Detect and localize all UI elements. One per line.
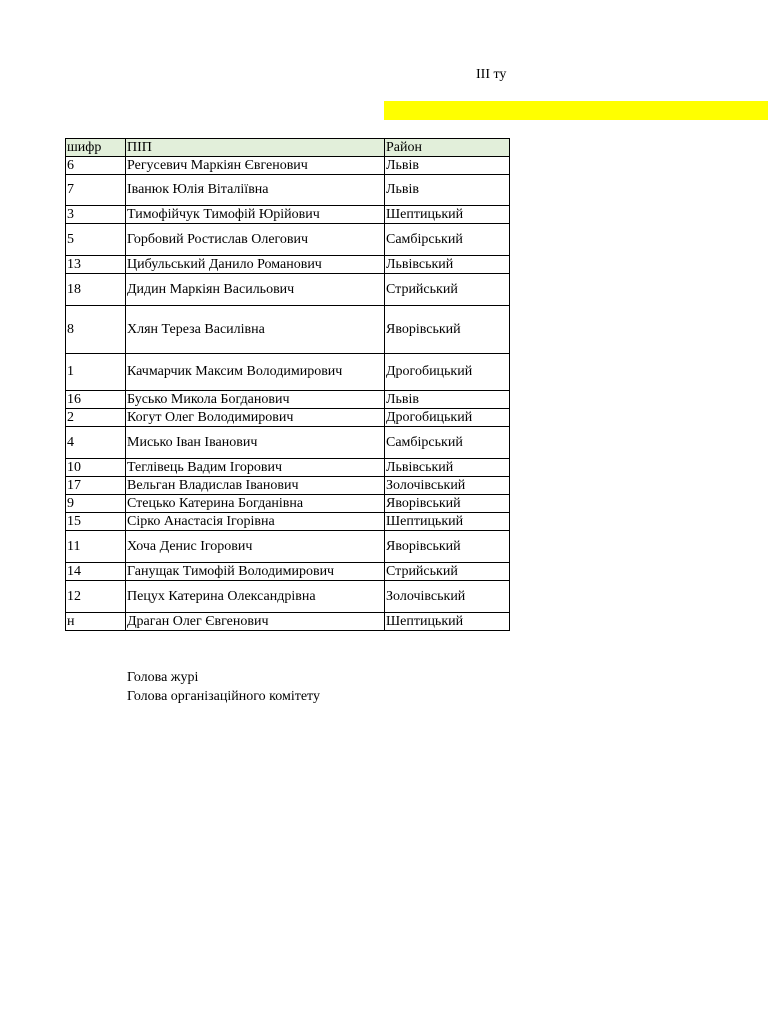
cell-code: н — [66, 613, 126, 631]
signatures-block — [127, 668, 320, 706]
cell-code: 16 — [66, 391, 126, 409]
table-row — [66, 427, 510, 459]
table-row — [66, 459, 510, 477]
cell-code: 9 — [66, 495, 126, 513]
cell-name: Сірко Анастасія Ігорівна — [126, 513, 385, 531]
cell-district: Яворівський — [385, 306, 510, 354]
table-row — [66, 409, 510, 427]
table-row — [66, 354, 510, 391]
cell-name: Ганущак Тимофій Володимирович — [126, 563, 385, 581]
cell-code: 5 — [66, 224, 126, 256]
table-row — [66, 224, 510, 256]
cell-name: Тимофійчук Тимофій Юрійович — [126, 206, 385, 224]
cell-name: Цибульський Данило Романович — [126, 256, 385, 274]
cell-code: 6 — [66, 157, 126, 175]
cell-name: Дидин Маркіян Васильович — [126, 274, 385, 306]
cell-name: Хоча Денис Ігорович — [126, 531, 385, 563]
table-row — [66, 157, 510, 175]
header-name: ПІП — [126, 139, 385, 157]
cell-code: 14 — [66, 563, 126, 581]
results-table — [65, 138, 510, 631]
cell-district: Шептицький — [385, 513, 510, 531]
table-row — [66, 175, 510, 206]
cell-code: 1 — [66, 354, 126, 391]
cell-district: Львів — [385, 157, 510, 175]
cell-name: Мисько Іван Іванович — [126, 427, 385, 459]
cell-name: Стецько Катерина Богданівна — [126, 495, 385, 513]
table-row — [66, 613, 510, 631]
table-row — [66, 256, 510, 274]
cell-district: Золочівський — [385, 581, 510, 613]
cell-name: Качмарчик Максим Володимирович — [126, 354, 385, 391]
cell-code: 18 — [66, 274, 126, 306]
cell-district: Яворівський — [385, 495, 510, 513]
cell-code: 11 — [66, 531, 126, 563]
header-district: Район — [385, 139, 510, 157]
cell-district: Самбірський — [385, 224, 510, 256]
cell-code: 7 — [66, 175, 126, 206]
table-row — [66, 531, 510, 563]
table-row — [66, 306, 510, 354]
cell-code: 13 — [66, 256, 126, 274]
table-row — [66, 581, 510, 613]
cell-district: Львів — [385, 391, 510, 409]
highlight-band — [384, 101, 768, 120]
table-row — [66, 513, 510, 531]
cell-district: Дрогобицький — [385, 409, 510, 427]
cell-name: Драган Олег Євгенович — [126, 613, 385, 631]
cell-code: 15 — [66, 513, 126, 531]
table-row — [66, 563, 510, 581]
document-title: III ту — [476, 67, 507, 82]
cell-district: Львівський — [385, 459, 510, 477]
table-row — [66, 477, 510, 495]
cell-code: 12 — [66, 581, 126, 613]
cell-district: Львівський — [385, 256, 510, 274]
cell-code: 10 — [66, 459, 126, 477]
cell-district: Золочівський — [385, 477, 510, 495]
table-row — [66, 206, 510, 224]
cell-name: Пецух Катерина Олександрівна — [126, 581, 385, 613]
cell-code: 17 — [66, 477, 126, 495]
table-header-row — [66, 139, 510, 157]
cell-code: 2 — [66, 409, 126, 427]
cell-district: Шептицький — [385, 206, 510, 224]
cell-code: 3 — [66, 206, 126, 224]
cell-district: Шептицький — [385, 613, 510, 631]
table-row — [66, 391, 510, 409]
cell-code: 8 — [66, 306, 126, 354]
cell-name: Іванюк Юлія Віталіївна — [126, 175, 385, 206]
header-code: шифр — [66, 139, 126, 157]
cell-district: Дрогобицький — [385, 354, 510, 391]
cell-district: Яворівський — [385, 531, 510, 563]
cell-name: Горбовий Ростислав Олегович — [126, 224, 385, 256]
cell-district: Львів — [385, 175, 510, 206]
cell-name: Когут Олег Володимирович — [126, 409, 385, 427]
cell-name: Регусевич Маркіян Євгенович — [126, 157, 385, 175]
cell-district: Стрийський — [385, 563, 510, 581]
table-row — [66, 495, 510, 513]
cell-district: Самбірський — [385, 427, 510, 459]
table-row — [66, 274, 510, 306]
cell-code: 4 — [66, 427, 126, 459]
cell-name: Хлян Тереза Василівна — [126, 306, 385, 354]
cell-name: Теглівець Вадим Ігорович — [126, 459, 385, 477]
jury-head-label: Голова журі — [127, 670, 199, 685]
cell-name: Бусько Микола Богданович — [126, 391, 385, 409]
cell-district: Стрийський — [385, 274, 510, 306]
cell-name: Вельган Владислав Іванович — [126, 477, 385, 495]
org-committee-head-label: Голова організаційного комітету — [127, 689, 320, 704]
